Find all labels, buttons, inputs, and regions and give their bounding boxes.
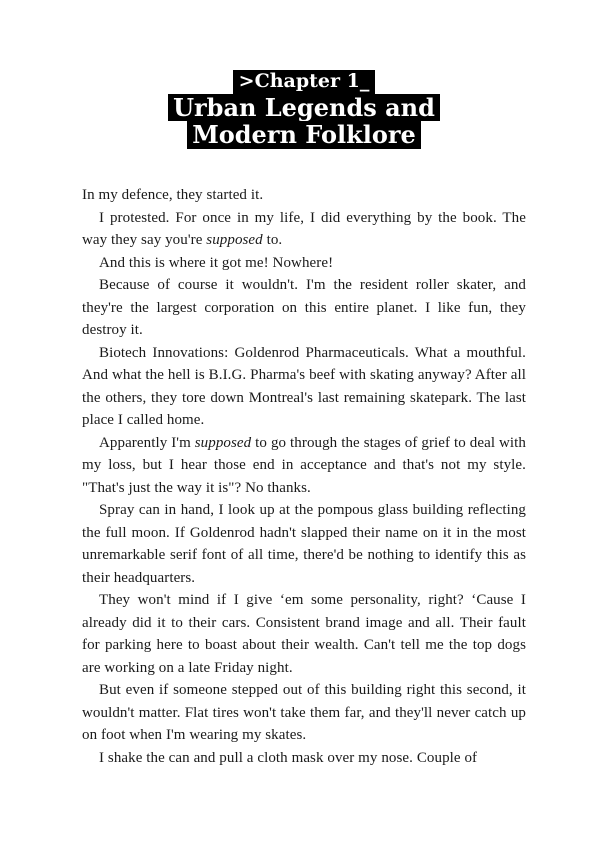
paragraph: I protested. For once in my life, I did everything by the book. The way they say you're supposed to. [82, 209, 526, 248]
emphasis: supposed [194, 434, 252, 451]
paragraph: Spray can in hand, I look up at the pompous glass building reflecting the full moon. If Goldenrod hadn't slapped their name on it in the most unremarkable serif font of all time, there'd be nothing to identify this as their headquarters. [82, 502, 526, 586]
paragraph: I shake the can and pull a cloth mask over my nose. Couple of [99, 749, 478, 766]
chapter-title-line-2: Modern Folklore [187, 121, 421, 149]
chapter-heading [0, 70, 608, 149]
chapter-label: >Chapter 1_ [233, 70, 376, 94]
paragraph: Apparently I'm supposed to go through the stages of grief to deal with my loss, but I hear those end in acceptance and that's not my style. "That's just the way it is"? No thanks. [82, 434, 527, 496]
paragraph: Biotech Innovations: Goldenrod Pharmaceuticals. What a mouthful. And what the hell is B.I.G. Pharma's beef with skating anyway? After all the others, they tore down Montreal's last remaining skatepark. The last place I called home. [82, 344, 526, 428]
chapter-title-line-1: Urban Legends and [168, 94, 440, 122]
paragraph: But even if someone stepped out of this building right this second, it wouldn't matter. Flat tires won't take them far, and they'll never catch up on foot when I'm wearing my skates. [82, 682, 526, 743]
paragraph: In my defence, they started it. [82, 187, 264, 203]
paragraph: And this is where it got me! Nowhere! [99, 254, 334, 271]
paragraph: They won't mind if I give ‘em some personality, right? ‘Cause I already did it to their cars. Consistent brand image and all. Their fault for parking here to boast about their wealth. Can't tell me the top dogs are working on a late Friday night. [82, 592, 526, 676]
emphasis: supposed [206, 232, 263, 248]
chapter-body [82, 184, 526, 769]
paragraph: Because of course it wouldn't. I'm the resident roller skater, and they're the largest corporation on this entire planet. I like fun, they destroy it. [82, 277, 526, 338]
